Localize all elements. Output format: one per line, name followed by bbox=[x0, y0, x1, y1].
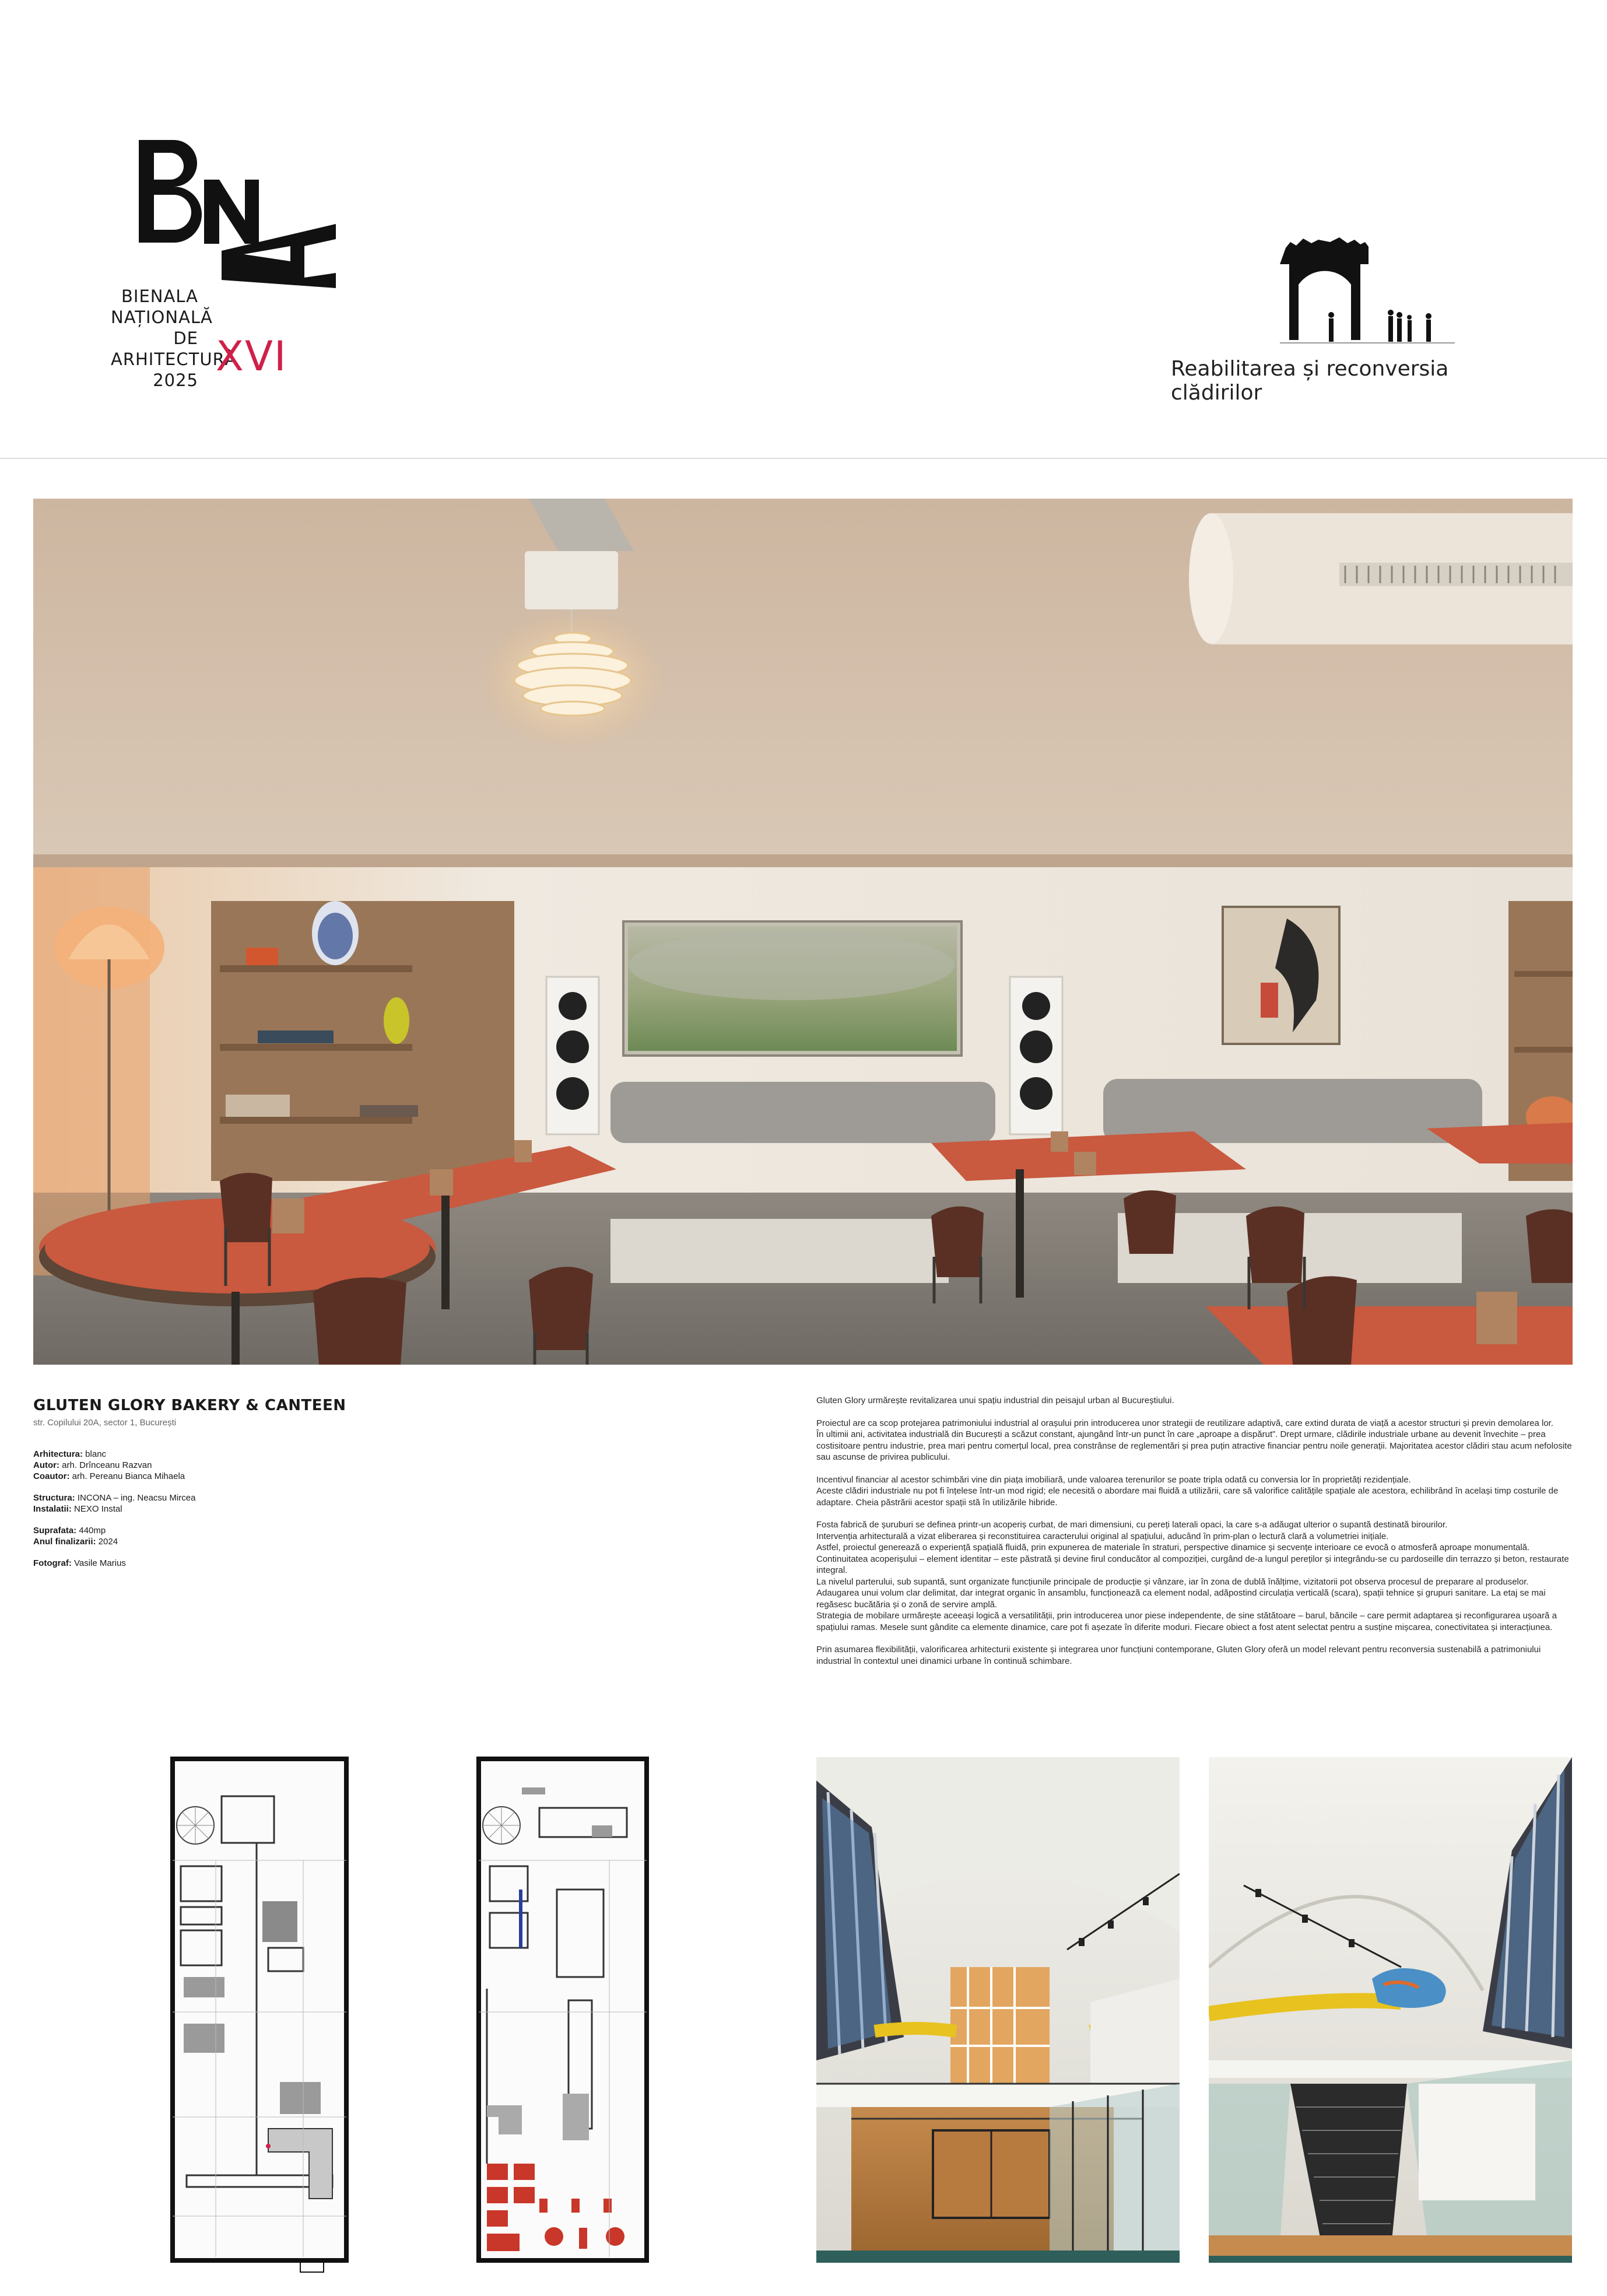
credit-architecture: Arhitectura: blanc bbox=[33, 1449, 107, 1459]
bna-logo-icon bbox=[111, 134, 356, 292]
project-title: GLUTEN GLORY BAKERY & CANTEEN bbox=[33, 1397, 346, 1414]
project-description bbox=[816, 1395, 1572, 1667]
credit-photographer: Fotograf: Vasile Marius bbox=[33, 1558, 126, 1568]
credit-installations: Instalatii: NEXO Instal bbox=[33, 1504, 122, 1514]
paragraph-spacer bbox=[816, 1508, 1572, 1519]
photo-mezzanine-view-1 bbox=[816, 1757, 1180, 2263]
floor-plan-ground bbox=[169, 1755, 350, 2274]
description-paragraph: Proiectul are ca scop protejarea patrimoniului industrial al orașului prin introducerea unor strategii de reutilizare adaptivă, care extind durata de viață a acestor structuri și previn demolarea lor. bbox=[816, 1418, 1553, 1428]
section-emblem bbox=[1280, 233, 1455, 350]
description-paragraph: Continuitatea acoperișului – element identitar – este păstrată și devine firul conducător al compoziției, curgând de-a lungul pereților și integrându-se cu pardoseille din terrazzo și beton, restaurate integral. bbox=[816, 1554, 1569, 1575]
logo-line: 2025 bbox=[153, 370, 198, 390]
paragraph-spacer bbox=[816, 1407, 1572, 1418]
paragraph-spacer bbox=[816, 1463, 1572, 1474]
description-paragraph: Fosta fabrică de șuruburi se definea printr-un acoperiș curbat, de mari dimensiuni, cu pereți laterali opaci, la care s-a adăugat ulterior o supantă destinată birourilor. bbox=[816, 1520, 1448, 1530]
description-paragraph: Strategia de mobilare urmărește aceeași logică a versatilității, prin introducerea unor piese independente, de sine stătătoare – barul, băncile – care permit adaptarea și reconfigurarea ușoară a spațiului ramas. Mesele sunt gândite ca elemente dinamice, care pot fi așezate în diferite moduri. Fiecare obiect a fost atent selectat pentru a susține mișcarea, conectivitatea și interacțiunea. bbox=[816, 1611, 1557, 1632]
edition-label: XVI bbox=[216, 332, 287, 380]
floor-plan-upper bbox=[475, 1755, 650, 2274]
upper-floor-plan-drawing bbox=[475, 1755, 650, 2274]
description-paragraph: Adaugarea unui volum clar delimitat, dar integrat organic în ansamblu, funcționează ca element nodal, adăpostind circulația verticală (scara), spații tehnice și grupuri sanitare. La etaj se mai regăsesc bucătăria și o zonă de servire amplă. bbox=[816, 1588, 1546, 1610]
credit-area: Suprafata: 440mp bbox=[33, 1526, 106, 1536]
ground-floor-plan-drawing bbox=[169, 1755, 350, 2274]
description-paragraph: Prin asumarea flexibilității, valorificarea arhitecturii existente și integrarea unor funcțiuni contemporane, Gluten Glory oferă un model relevant pentru reconversia sustenabilă a patrimoniului industrial în contextul unei dinamici urbane în continuă schimbare. bbox=[816, 1645, 1541, 1666]
description-paragraph: La nivelul parterului, sub supantă, sunt organizate funcțiunile principale de producție și vânzare, iar în zona de dublă înălțime, vizitatorii pot observa procesul de preparare al produselor. bbox=[816, 1576, 1529, 1587]
description-paragraph: În ultimii ani, activitatea industrială din București a scăzut constant, ajungând într-un punct în care „aproape a dispărut”. Drept urmare, clădirile industriale urbane au devenit învechite – prea costisitoare pentru industrie, prea mari pentru comerțul local, prea constrânse de reglementări și prea puțin atractive financiar pentru noile generații. Majoritatea acestor clădiri stau acum nefolosite sau ascunse de privirea publicului. bbox=[816, 1429, 1572, 1462]
canteen-interior-photo bbox=[33, 499, 1573, 1365]
description-paragraph: Gluten Glory urmărește revitalizarea unui spațiu industrial din peisajul urban al Bucureștiului. bbox=[816, 1396, 1174, 1405]
bna-logo bbox=[111, 134, 356, 408]
people-silhouette-icon bbox=[1328, 310, 1431, 342]
logo-line: DE bbox=[173, 328, 198, 348]
description-paragraph: Aceste clădiri industriale nu pot fi înțelese într-un mod rigid; ele necesită o abordare mai fluidă a utilizării, care să valorifice calitățile spațiale ale acestora, echilibrând în același timp costurile de adaptare. Cheia păstrării acestor spații stă în utilizările hibride. bbox=[816, 1486, 1559, 1508]
section-title: Reabilitarea și reconversia clădirilor bbox=[1171, 357, 1449, 405]
logo-line: BIENALA bbox=[121, 286, 198, 306]
credit-author: Autor: arh. Drînceanu Razvan bbox=[33, 1460, 152, 1470]
credit-structure: Structura: INCONA – ing. Neacsu Mircea bbox=[33, 1493, 196, 1503]
description-paragraph: Incentivul financiar al acestor schimbări vine din piața imobiliară, unde valoarea terenurilor se poate tripla odată cu conversia lor în proprietăți rezidențiale. bbox=[816, 1474, 1411, 1485]
credit-coauthor: Coautor: arh. Pereanu Bianca Mihaela bbox=[33, 1471, 185, 1481]
project-info bbox=[33, 1397, 395, 1569]
logo-line: NAȚIONALĂ bbox=[111, 307, 213, 327]
description-paragraph: Intervenția arhitecturală a vizat eliberarea și reconstituirea caracterului original al spațiului, aducând în prim-plan o lectură clară a volumetriei inițiale. bbox=[816, 1531, 1389, 1541]
arch-ruin-icon bbox=[1280, 233, 1455, 350]
paragraph-spacer bbox=[816, 1633, 1572, 1644]
logo-line: ARHITECTURĂ bbox=[111, 349, 237, 369]
photo-mezzanine-view-2 bbox=[1209, 1757, 1572, 2263]
hero-photo-interior bbox=[33, 499, 1573, 1365]
mezzanine-photo-2 bbox=[1209, 1757, 1572, 2263]
description-paragraph: Astfel, proiectul generează o experiență spațială fluidă, prin expunerea de materiale în straturi, perspective dinamice și secvențe interioare ce evocă o atmosferă aproape monumentală. bbox=[816, 1543, 1530, 1552]
project-address: str. Copilului 20A, sector 1, București bbox=[33, 1418, 177, 1428]
mezzanine-photo-1 bbox=[816, 1757, 1180, 2263]
credit-year: Anul finalizarii: 2024 bbox=[33, 1537, 118, 1547]
header-divider bbox=[0, 458, 1607, 459]
logo-text-stack bbox=[111, 286, 237, 391]
